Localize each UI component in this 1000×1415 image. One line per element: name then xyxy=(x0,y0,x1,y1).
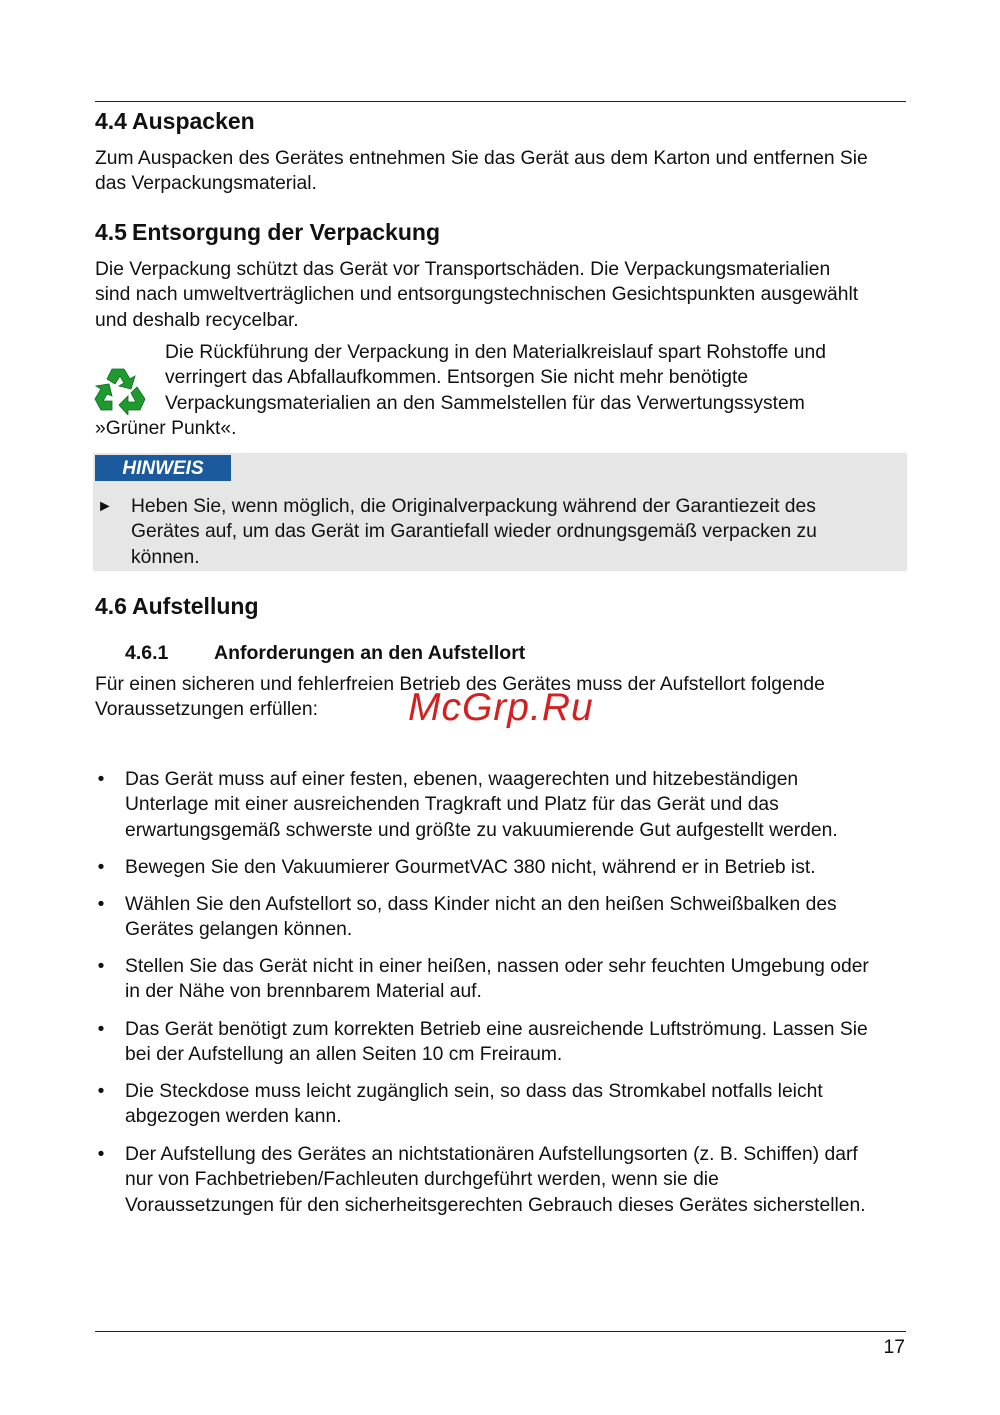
text-line: verringert das Abfallaufkommen. Entsorgen Sie nicht mehr benötigte xyxy=(165,367,749,389)
text-line: Die Steckdose muss leicht zugänglich sein, so dass das Stromkabel notfalls leicht xyxy=(125,1081,823,1102)
heading-title: Auspacken xyxy=(132,108,255,134)
heading-4-4 xyxy=(95,107,255,135)
heading-4-5 xyxy=(95,218,440,246)
paragraph-entsorgung xyxy=(95,257,915,333)
heading-number: 4.6.1 xyxy=(125,642,169,664)
heading-title: Entsorgung der Verpackung xyxy=(132,219,440,245)
text-line: und deshalb recycelbar. xyxy=(95,309,299,331)
bottom-rule xyxy=(95,1331,906,1332)
heading-number: 4.6 xyxy=(95,593,127,619)
text-line: das Verpackungsmaterial. xyxy=(95,173,317,195)
text-line: erwartungsgemäß schwerste und größte zu vakuumierende Gut aufgestellt werden. xyxy=(125,819,838,841)
bullet-icon: • xyxy=(97,894,105,915)
bullet-icon: • xyxy=(97,857,105,878)
text-line: Unterlage mit einer ausreichenden Tragkraft und Platz für das Gerät und das xyxy=(125,794,779,816)
text-line: können. xyxy=(131,546,200,568)
text-line: sind nach umweltverträglichen und entsorgungstechnischen Gesichtspunkten ausgewählt xyxy=(95,284,859,306)
bullet-icon: • xyxy=(97,1019,105,1040)
text-line: Für einen sicheren und fehlerfreien Betrieb des Gerätes muss der Aufstellort folgende xyxy=(95,674,825,695)
top-rule xyxy=(95,101,906,102)
text-line: Heben Sie, wenn möglich, die Originalverpackung während der Garantiezeit des xyxy=(131,496,816,517)
text-line: Die Rückführung der Verpackung in den Materialkreislauf spart Rohstoffe und xyxy=(165,342,826,363)
text-line: Das Gerät benötigt zum korrekten Betrieb eine ausreichende Luftströmung. Lassen Sie xyxy=(125,1019,868,1040)
text-line: »Grüner Punkt«. xyxy=(95,418,237,440)
text-line: in der Nähe von brennbarem Material auf. xyxy=(125,981,482,1003)
heading-title: Anforderungen an den Aufstellort xyxy=(214,642,526,664)
text-line: abgezogen werden kann. xyxy=(125,1106,342,1128)
watermark: McGrp.Ru xyxy=(408,686,594,729)
text-line: Bewegen Sie den Vakuumierer GourmetVAC 380 nicht, während er in Betrieb ist. xyxy=(125,857,816,878)
heading-4-6-1 xyxy=(125,641,525,666)
text-line: Verpackungsmaterialien an den Sammelstellen für das Verwertungssystem xyxy=(165,392,805,414)
heading-number: 4.5 xyxy=(95,219,127,245)
heading-number: 4.4 xyxy=(95,108,127,134)
text-line: Zum Auspacken des Gerätes entnehmen Sie das Gerät aus dem Karton und entfernen Sie xyxy=(95,148,868,169)
text-line: Voraussetzungen für den sicherheitsgerechten Gebrauch dieses Gerätes sicherstellen. xyxy=(125,1194,866,1216)
paragraph-recycling xyxy=(95,340,915,442)
text-line: bei der Aufstellung an allen Seiten 10 cm Freiraum. xyxy=(125,1044,563,1066)
heading-title: Aufstellung xyxy=(132,593,259,619)
page-number: 17 xyxy=(883,1337,905,1358)
text-line: Voraussetzungen erfüllen: xyxy=(95,699,318,721)
bullet-icon: • xyxy=(97,956,105,977)
text-line: Die Verpackung schützt das Gerät vor Transportschäden. Die Verpackungsmaterialien xyxy=(95,259,831,280)
text-line: Das Gerät muss auf einer festen, ebenen, waagerechten und hitzebeständigen xyxy=(125,769,799,790)
bullet-icon: • xyxy=(97,1081,105,1102)
note-badge: HINWEIS xyxy=(95,455,231,481)
text-line: nur von Fachbetrieben/Fachleuten durchgeführt werden, wenn sie die xyxy=(125,1169,719,1191)
bullet-icon: • xyxy=(97,1144,105,1165)
text-line: Gerätes gelangen können. xyxy=(125,919,353,941)
text-line: Gerätes auf, um das Gerät im Garantiefall wieder ordnungsgemäß verpacken zu xyxy=(131,521,817,543)
text-line: Der Aufstellung des Gerätes an nichtstationären Aufstellungsorten (z. B. Schiffen) darf xyxy=(125,1144,858,1165)
paragraph-auspacken xyxy=(95,146,915,197)
heading-4-6 xyxy=(95,592,259,620)
text-line: Stellen Sie das Gerät nicht in einer heißen, nassen oder sehr feuchten Umgebung oder xyxy=(125,956,869,977)
text-line: Wählen Sie den Aufstellort so, dass Kinder nicht an den heißen Schweißbalken des xyxy=(125,894,837,915)
bullet-icon: • xyxy=(97,769,105,790)
arrow-icon: ► xyxy=(97,498,113,515)
